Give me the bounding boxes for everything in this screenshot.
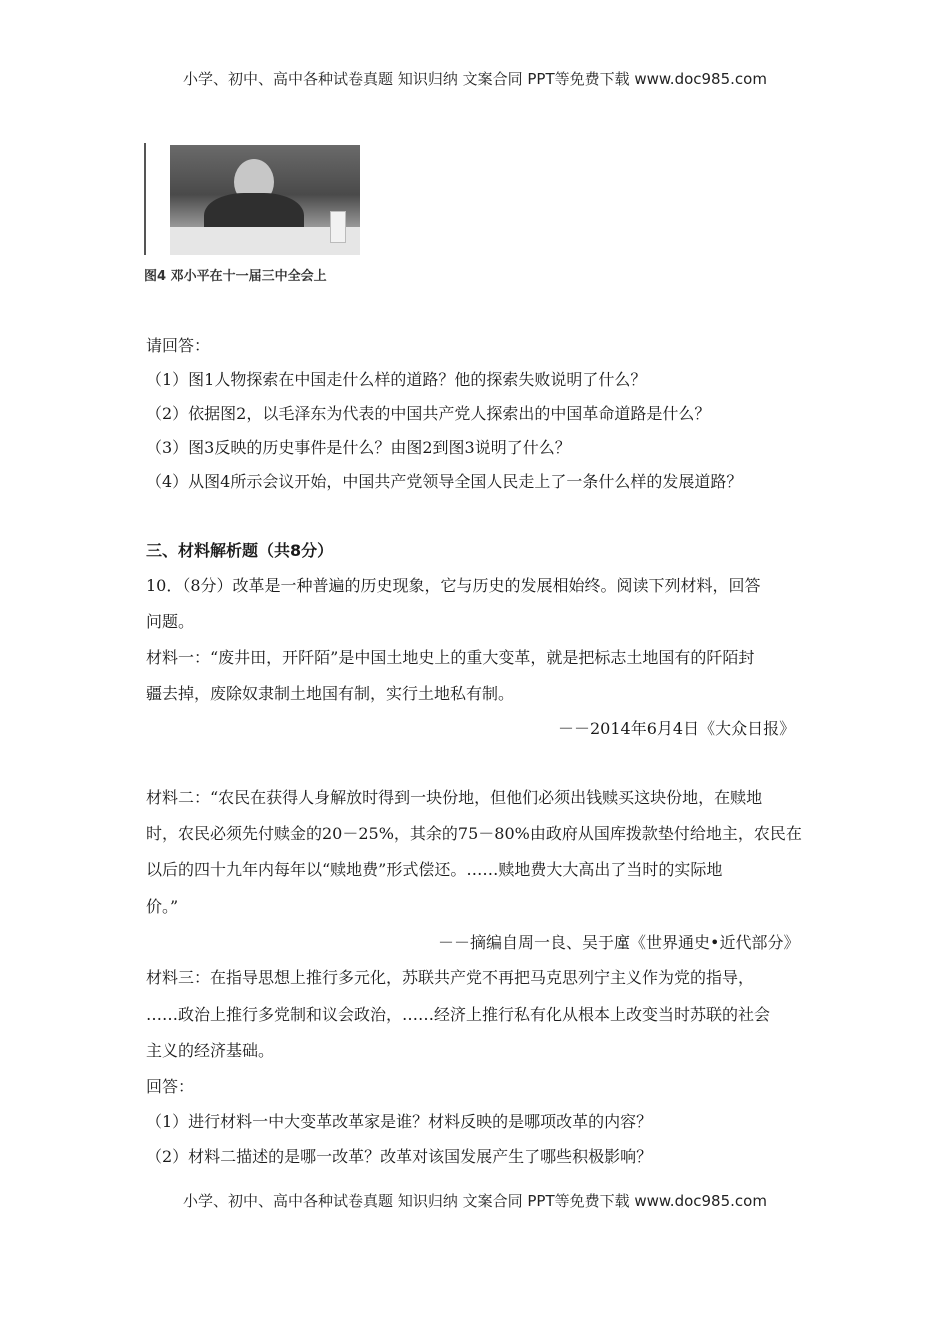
material-2-line-4: 价。”: [146, 897, 179, 916]
material-2-line-3: 以后的四十九年内每年以“赎地费”形式偿还。……赎地费大大高出了当时的实际地: [146, 860, 723, 879]
q10-line-1: 10．（8分）改革是一种普遍的历史现象，它与历史的发展相始终。阅读下列材料，回答: [146, 576, 761, 595]
figure-photo: [170, 145, 360, 255]
q10-line-2: 问题。: [146, 612, 195, 631]
q9-item-2: （2）依据图2，以毛泽东为代表的中国共产党人探索出的中国革命道路是什么？: [146, 404, 711, 423]
material-3-line-3: 主义的经济基础。: [146, 1041, 275, 1060]
answer-prompt: 回答：: [146, 1077, 195, 1096]
material-1-line-2: 疆去掉，废除奴隶制土地国有制，实行土地私有制。: [146, 684, 515, 703]
material-2-line-1: 材料二：“农民在获得人身解放时得到一块份地，但他们必须出钱赎买这块份地，在赎地: [146, 788, 763, 807]
section-3-title: 三、材料解析题（共8分）: [146, 541, 334, 560]
page-header: 小学、初中、高中各种试卷真题 知识归纳 文案合同 PPT等免费下载 www.doc985.com: [183, 70, 767, 88]
figure-border: [144, 143, 146, 255]
q10-sub-2: （2）材料二描述的是哪一改革？改革对该国发展产生了哪些积极影响？: [146, 1147, 653, 1166]
material-1-line-1: 材料一：“废井田，开阡陌”是中国土地史上的重大变革，就是把标志土地国有的阡陌封: [146, 648, 755, 667]
material-2-source: －－摘编自周一良、吴于廑《世界通史•近代部分》: [438, 933, 800, 952]
q9-item-3: （3）图3反映的历史事件是什么？由图2到图3说明了什么？: [146, 438, 571, 457]
q9-item-1: （1）图1人物探索在中国走什么样的道路？他的探索失败说明了什么？: [146, 370, 647, 389]
q9-prompt: 请回答：: [146, 336, 211, 355]
material-1-source: －－2014年6月4日《大众日报》: [558, 719, 796, 738]
page-footer: 小学、初中、高中各种试卷真题 知识归纳 文案合同 PPT等免费下载 www.doc985.com: [183, 1192, 767, 1210]
q9-item-4: （4）从图4所示会议开始，中国共产党领导全国人民走上了一条什么样的发展道路？: [146, 472, 743, 491]
q10-sub-1: （1）进行材料一中大变革改革家是谁？材料反映的是哪项改革的内容？: [146, 1112, 653, 1131]
figure-4: [144, 143, 359, 293]
figure-caption: 图4 邓小平在十一届三中全会上: [144, 269, 327, 284]
material-3-line-1: 材料三：在指导思想上推行多元化，苏联共产党不再把马克思列宁主义作为党的指导，: [146, 968, 755, 987]
material-2-line-2: 时，农民必须先付赎金的20－25%，其余的75－80%由政府从国库拨款垫付给地主，农民在: [146, 824, 802, 843]
material-3-line-2: ……政治上推行多党制和议会政治，……经济上推行私有化从根本上改变当时苏联的社会: [146, 1005, 771, 1024]
